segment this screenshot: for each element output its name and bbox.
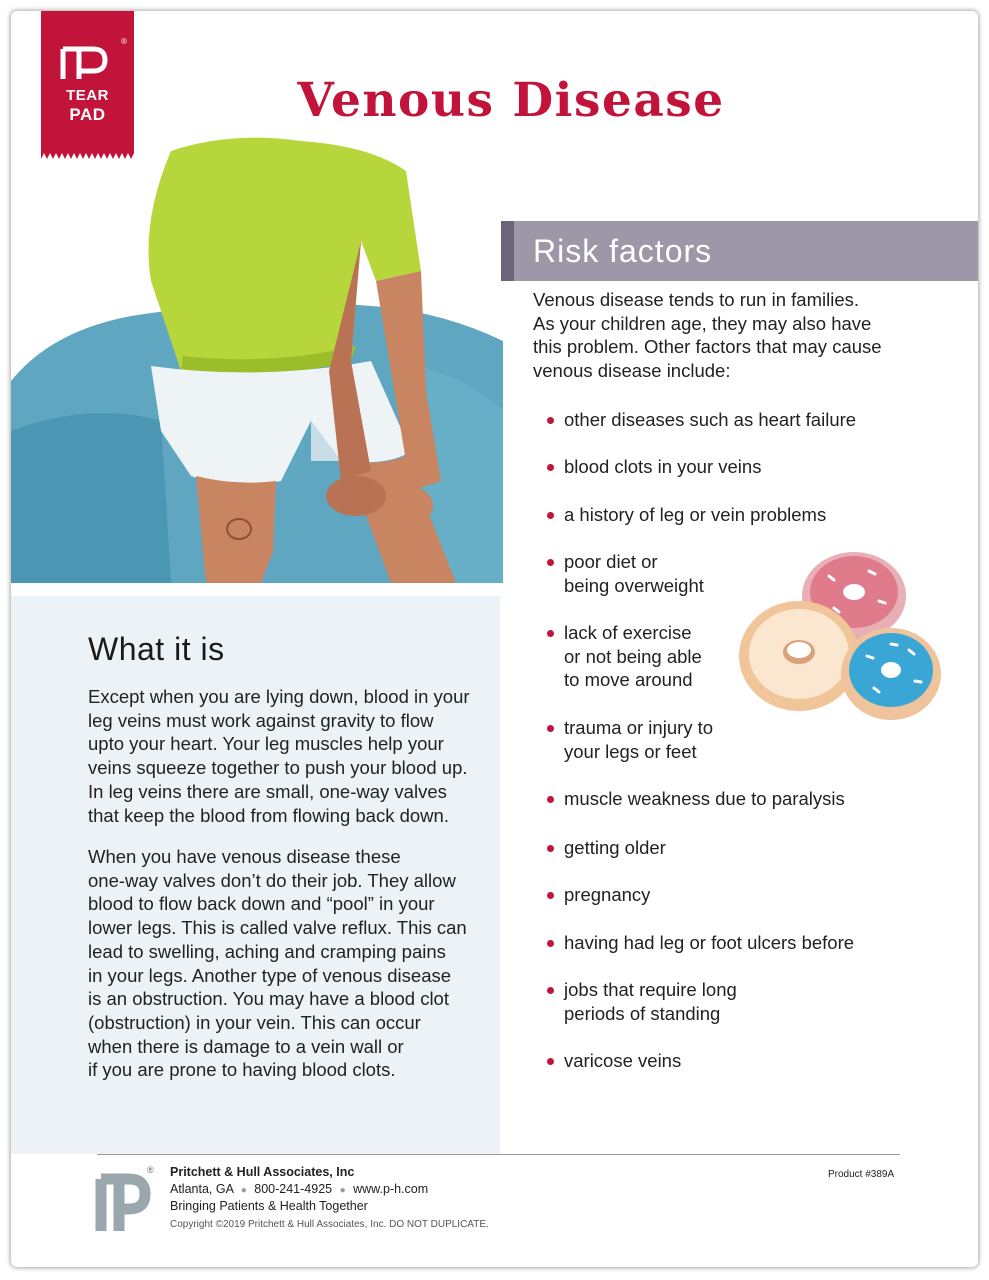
- bullet-dot-icon: [547, 417, 554, 424]
- text-line: periods of standing: [564, 1002, 721, 1024]
- risk-item: [564, 455, 761, 479]
- text-line: As your children age, they may also have: [533, 312, 872, 334]
- text-line: pregnancy: [564, 884, 651, 905]
- text-line: lower legs. This is called valve reflux. This can: [88, 917, 467, 939]
- risk-item: [564, 1049, 681, 1073]
- text-line: other diseases such as heart failure: [564, 409, 857, 430]
- bullet-dot-icon: [547, 630, 554, 637]
- text-line: venous disease include:: [533, 360, 731, 382]
- text-line: this problem. Other factors that may cause: [533, 336, 882, 358]
- risk-factors-header: [501, 221, 978, 281]
- text-line: or not being able: [564, 645, 702, 667]
- risk-item: [564, 883, 650, 907]
- bullet-dot-icon: [547, 559, 554, 566]
- risk-item: [564, 550, 704, 597]
- text-line: is an obstruction. You may have a blood clot: [88, 988, 449, 1010]
- text-line: Except when you are lying down, blood in your: [88, 686, 470, 707]
- bullet-dot-icon: [547, 796, 554, 803]
- ph-logo-icon: [57, 43, 119, 83]
- bullet-dot-icon: [547, 1058, 554, 1065]
- text-line: getting older: [564, 837, 666, 858]
- text-line: in your legs. Another type of venous disease: [88, 964, 452, 986]
- risk-item: [564, 716, 713, 763]
- page-title: Venous Disease: [297, 73, 725, 128]
- bullet-dot-icon: [547, 940, 554, 947]
- bullet-dot-icon: [547, 725, 554, 732]
- text-line: When you have venous disease these: [88, 846, 401, 867]
- header-accent: [501, 221, 514, 281]
- bullet-dot-icon: [547, 512, 554, 519]
- bullet-dot-icon: [547, 987, 554, 994]
- risk-intro: [533, 288, 913, 383]
- footer-contact: [170, 1182, 428, 1196]
- footer-phone: 800-241-4925: [254, 1182, 333, 1196]
- risk-item: [564, 503, 826, 527]
- risk-factors-heading: Risk factors: [533, 233, 713, 269]
- footer-city: Atlanta, GA: [170, 1182, 234, 1196]
- text-line: your legs or feet: [564, 740, 697, 762]
- badge-reg-mark: ®: [121, 37, 127, 46]
- text-line: when there is damage to a vein wall or: [88, 1035, 404, 1057]
- text-line: that keep the blood from flowing back down.: [88, 804, 449, 826]
- risk-item: [564, 931, 854, 955]
- footer-divider: [97, 1154, 900, 1155]
- text-line: Venous disease tends to run in families.: [533, 289, 859, 310]
- text-line: muscle weakness due to paralysis: [564, 788, 845, 809]
- what-paragraph-1: [88, 685, 488, 827]
- text-line: lack of exercise: [564, 622, 692, 643]
- bullet-dot-icon: [547, 892, 554, 899]
- badge-line2: PAD: [69, 105, 106, 124]
- text-line: varicose veins: [564, 1050, 682, 1071]
- text-line: leg veins must work against gravity to flow: [88, 709, 434, 731]
- pritchett-hull-logo-icon: [91, 1169, 151, 1231]
- product-number: Product #389A: [828, 1169, 895, 1180]
- text-line: In leg veins there are small, one-way valves: [88, 780, 447, 802]
- person-knee-pain-illustration: [11, 131, 503, 583]
- badge-line1: TEAR: [66, 87, 109, 104]
- risk-item: [564, 787, 845, 811]
- text-line: trauma or injury to: [564, 717, 714, 738]
- risk-item: [564, 978, 737, 1025]
- footer-separator: ●: [240, 1185, 247, 1196]
- text-line: blood to flow back down and “pool” in your: [88, 893, 435, 915]
- footer-company: Pritchett & Hull Associates, Inc: [170, 1165, 355, 1179]
- footer-tagline: Bringing Patients & Health Together: [170, 1199, 368, 1213]
- footer-website-link[interactable]: www.p-h.com: [353, 1182, 429, 1196]
- risk-item: [564, 408, 856, 432]
- text-line: one-way valves don’t do their job. They allow: [88, 869, 456, 891]
- text-line: if you are prone to having blood clots.: [88, 1059, 396, 1081]
- page: [11, 11, 978, 1267]
- text-line: upto your heart. Your leg muscles help your: [88, 733, 444, 755]
- text-line: veins squeeze together to push your blood up.: [88, 757, 468, 779]
- text-line: (obstruction) in your vein. This can occur: [88, 1011, 421, 1033]
- text-line: poor diet or: [564, 551, 658, 572]
- risk-item: [564, 621, 702, 692]
- what-it-is-heading: What it is: [88, 631, 225, 667]
- text-line: blood clots in your veins: [564, 456, 762, 477]
- bullet-dot-icon: [547, 464, 554, 471]
- risk-item: [564, 836, 666, 860]
- text-line: a history of leg or vein problems: [564, 504, 827, 525]
- footer-copyright: Copyright ©2019 Pritchett & Hull Associates, Inc. DO NOT DUPLICATE.: [170, 1219, 489, 1230]
- text-line: having had leg or foot ulcers before: [564, 932, 855, 953]
- bullet-dot-icon: [547, 845, 554, 852]
- text-line: lead to swelling, aching and cramping pains: [88, 940, 446, 962]
- footer-separator: ●: [339, 1185, 346, 1196]
- footer-reg-mark: ®: [147, 1165, 154, 1175]
- what-paragraph-2: [88, 845, 488, 1082]
- text-line: to move around: [564, 669, 693, 691]
- text-line: being overweight: [564, 574, 704, 596]
- donuts-illustration: [739, 546, 944, 731]
- text-line: jobs that require long: [564, 979, 737, 1000]
